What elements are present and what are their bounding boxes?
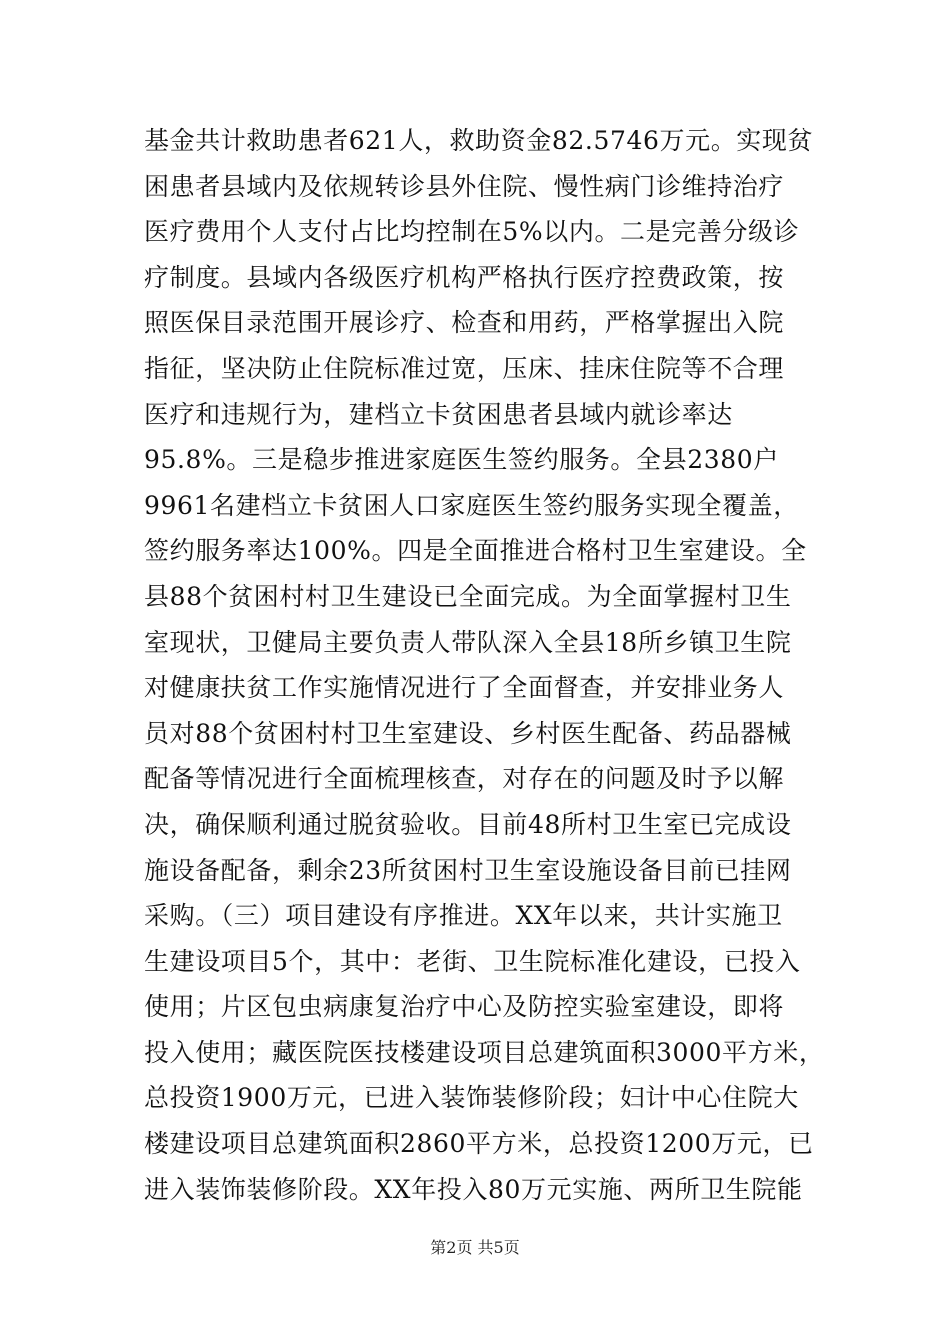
text-line: 医疗费用个人支付占比均控制在5%以内。二是完善分级诊 [144,217,800,247]
text-line: 困患者县域内及依规转诊县外住院、慢性病门诊维持治疗 [144,171,785,201]
body-text [144,118,844,1212]
page-footer: 第2页 共5页 [430,1238,520,1257]
text-line: 签约服务率达100%。四是全面推进合格村卫生室建设。全 [144,536,807,566]
text-line: 95.8%。三是稳步推进家庭医生签约服务。全县2380户 [144,445,779,475]
text-line: 施设备配备，剩余23所贫困村卫生室设施设备目前已挂网 [144,855,792,885]
text-line: 投入使用；藏医院医技楼建设项目总建筑面积3000平方米， [144,1037,825,1067]
text-line: 疗制度。县域内各级医疗机构严格执行医疗控费政策，按 [144,262,785,292]
text-line: 生建设项目5个，其中：老街、卫生院标准化建设，已投入 [144,946,801,976]
text-line: 医疗和违规行为，建档立卡贫困患者县域内就诊率达 [144,399,733,429]
text-line: 楼建设项目总建筑面积2860平方米，总投资1200万元，已 [144,1129,814,1159]
text-line: 基金共计救助患者621人，救助资金82.5746万元。实现贫 [144,126,814,155]
text-line: 配备等情况进行全面梳理核查，对存在的问题及时予以解 [144,764,785,794]
text-line: 9961名建档立卡贫困人口家庭医生签约服务实现全覆盖， [144,490,799,520]
text-line: 决，确保顺利通过脱贫验收。目前48所村卫生室已完成设 [144,809,792,839]
text-line: 总投资1900万元，已进入装饰装修阶段；妇计中心住院大 [144,1083,799,1113]
text-line: 进入装饰装修阶段。XX年投入80万元实施、两所卫生院能 [144,1174,803,1204]
text-line: 对健康扶贫工作实施情况进行了全面督查，并安排业务人 [144,673,785,703]
text-line: 采购。（三）项目建设有序推进。XX年以来，共计实施卫 [144,901,783,931]
text-line: 照医保目录范围开展诊疗、检查和用药，严格掌握出入院 [144,308,785,338]
text-line: 员对88个贫困村村卫生室建设、乡村医生配备、药品器械 [144,718,792,748]
text-line: 指征，坚决防止住院标准过宽，压床、挂床住院等不合理 [144,353,785,383]
text-line: 室现状，卫健局主要负责人带队深入全县18所乡镇卫生院 [144,627,792,657]
text-line: 县88个贫困村村卫生建设已全面完成。为全面掌握村卫生 [144,581,792,611]
text-line: 使用；片区包虫病康复治疗中心及防控实验室建设，即将 [144,992,785,1022]
